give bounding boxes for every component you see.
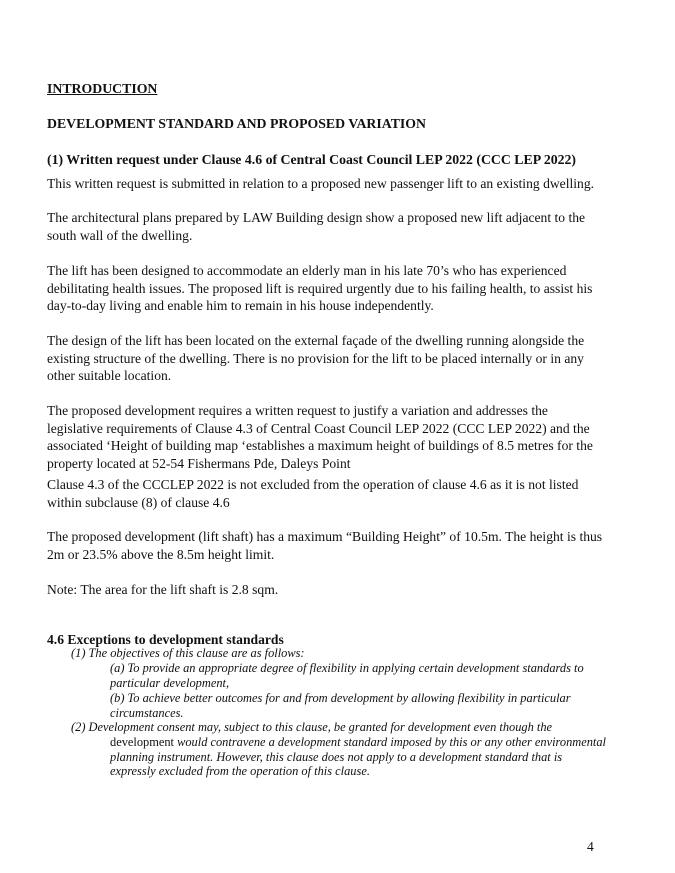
clause-1-a: (a) To provide an appropriate degree of flexibility in applying certain development standards to particular development, bbox=[110, 661, 584, 690]
clause-2-body bbox=[110, 735, 610, 779]
paragraph-building-height: The proposed development (lift shaft) has a maximum “Building Height” of 10.5m. The height is thus 2m or 23.5% above the 8.5m height limit. bbox=[47, 529, 603, 562]
paragraph-plans: The architectural plans prepared by LAW Building design show a proposed new lift adjacent to the south wall of the dwelling. bbox=[47, 210, 586, 243]
written-request-heading: (1) Written request under Clause 4.6 of Central Coast Council LEP 2022 (CCC LEP 2022) bbox=[47, 152, 577, 167]
clause-2-part-1: (2) Development consent may, subject to this clause, be granted for development even though the bbox=[71, 720, 553, 734]
paragraph-legislative: The proposed development requires a written request to justify a variation and addresses the legislative requirements of Clause 4.3 of Central Coast Council LEP 2022 (CCC LEP 2022) and the associated ‘Height of building map ‘establishes a maximum height of buildings of 8.5 metres for the property located at 52-54 Fishermans Pde, Daleys Point bbox=[47, 403, 593, 471]
page-number: 4 bbox=[587, 839, 594, 854]
clause-2-part-2: would contravene a development standard imposed by this or any other environmental planning instrument. However, this clause does not apply to a development standard that is expressly excluded from the operation of this clause. bbox=[110, 735, 606, 778]
clause-1-intro: (1) The objectives of this clause are as follows: bbox=[71, 646, 305, 660]
introduction-heading: INTRODUCTION bbox=[47, 81, 158, 96]
paragraph-lift-need: The lift has been designed to accommodate an elderly man in his late 70’s who has experienced debilitating health issues. The proposed lift is required urgently due to his failing health, to assist his day-to-day living and enable him to remain in his house independently. bbox=[47, 263, 593, 313]
paragraph-clause-43: Clause 4.3 of the CCCLEP 2022 is not excluded from the operation of clause 4.6 as it is not listed within subclause (8) of clause 4.6 bbox=[47, 477, 579, 510]
paragraph-purpose: This written request is submitted in relation to a proposed new passenger lift to an existing dwelling. bbox=[47, 176, 595, 191]
exceptions-title: 4.6 Exceptions to development standards bbox=[47, 632, 284, 647]
clause-2-line-1 bbox=[71, 720, 552, 735]
clause-1-b: (b) To achieve better outcomes for and from development by allowing flexibility in particular circumstances. bbox=[110, 691, 571, 720]
clause-2-development-word: development bbox=[110, 735, 174, 749]
paragraph-lift-design: The design of the lift has been located on the external façade of the dwelling running alongside the existing structure of the dwelling. There is no provision for the lift to be placed internally or in any other suitable location. bbox=[47, 333, 585, 383]
development-standard-heading: DEVELOPMENT STANDARD AND PROPOSED VARIATION bbox=[47, 116, 426, 131]
paragraph-note: Note: The area for the lift shaft is 2.8 sqm. bbox=[47, 582, 279, 597]
